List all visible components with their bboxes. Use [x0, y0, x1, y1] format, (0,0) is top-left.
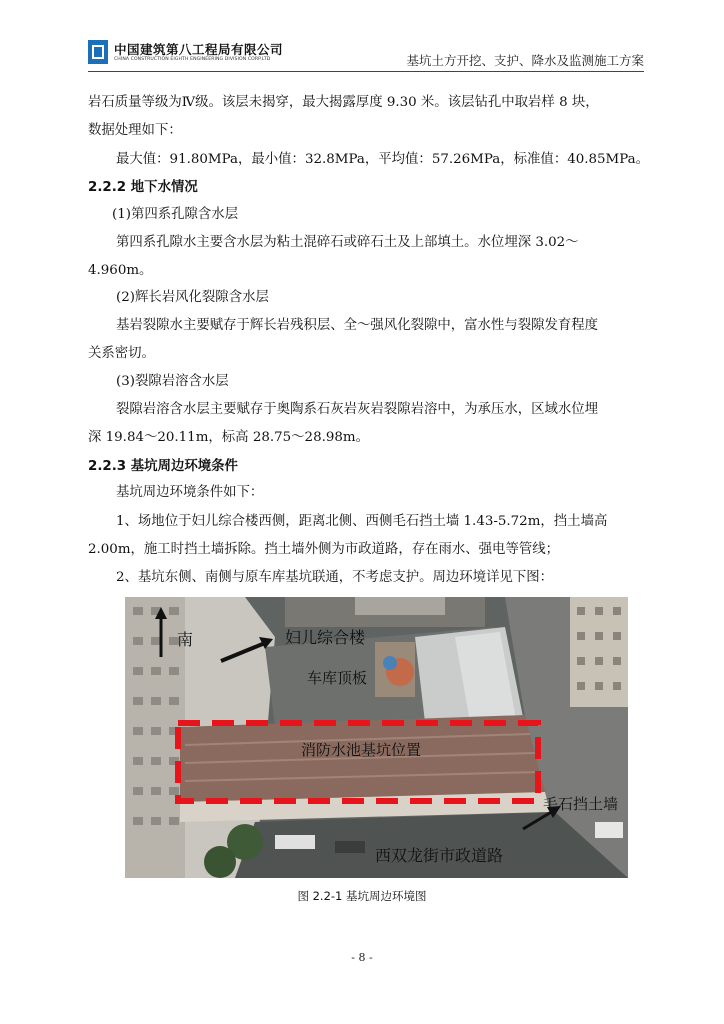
paragraph-line: 基坑周边环境条件如下： — [116, 485, 264, 500]
subheading: (1)第四系孔隙含水层 — [112, 207, 239, 222]
company-logo-icon — [88, 40, 108, 64]
company-name-en: CHINA CONSTRUCTION EIGHTH ENGINEERING DIVISION CORP.LTD — [114, 57, 271, 62]
label-building: 妇儿综合楼 — [285, 628, 366, 647]
paragraph-line: 裂隙岩溶含水层主要赋存于奥陶系石灰岩灰岩裂隙岩溶中，为承压水，区域水位埋 — [116, 402, 599, 417]
section-heading: 2.2.3 基坑周边环境条件 — [88, 459, 238, 474]
paragraph-line: 深 19.84～20.11m，标高 28.75～28.98m。 — [88, 430, 369, 445]
list-item: 1、场地位于妇儿综合楼西侧，距离北侧、西侧毛石挡土墙 1.43-5.72m，挡土墙高 — [116, 514, 608, 529]
label-south: 南 — [177, 630, 194, 649]
list-item: 2.00m，施工时挡土墙拆除。挡土墙外侧为市政道路，存在雨水、强电等管线； — [88, 542, 560, 557]
page-number: - 8 - — [351, 951, 373, 964]
page-header — [88, 36, 644, 70]
paragraph-line: 数据处理如下： — [88, 123, 182, 138]
section-heading: 2.2.2 地下水情况 — [88, 180, 198, 195]
paragraph-line: 基岩裂隙水主要赋存于辉长岩残积层、全～强风化裂隙中，富水性与裂隙发育程度 — [116, 318, 599, 333]
label-wall: 毛石挡土墙 — [543, 795, 619, 813]
list-item: 2、基坑东侧、南侧与原车库基坑联通，不考虑支护。周边环境详见下图： — [116, 570, 554, 585]
paragraph-line: 岩石质量等级为Ⅳ级。该层未揭穿，最大揭露厚度 9.30 米。该层钻孔中取岩样 8 块， — [88, 95, 599, 110]
subheading: (2)辉长岩风化裂隙含水层 — [116, 290, 269, 305]
paragraph-line: 第四系孔隙水主要含水层为粘土混碎石或碎石土及上部填土。水位埋深 3.02～ — [116, 235, 579, 250]
document-title: 基坑土方开挖、支护、降水及监测施工方案 — [406, 53, 644, 68]
stats-line: 最大值：91.80MPa，最小值：32.8MPa，平均值：57.26MPa，标准值：40.85MPa。 — [116, 152, 650, 167]
aerial-photo-illustration — [125, 597, 628, 878]
figure-caption: 图 2.2-1 基坑周边环境图 — [297, 889, 427, 903]
label-garage: 车库顶板 — [307, 669, 368, 687]
label-road: 西双龙街市政道路 — [375, 846, 504, 865]
paragraph-line: 4.960m。 — [88, 263, 153, 278]
label-pit: 消防水池基坑位置 — [301, 741, 422, 759]
site-aerial-photo — [125, 597, 628, 878]
company-name-cn: 中国建筑第八工程局有限公司 — [114, 42, 284, 57]
paragraph-line: 关系密切。 — [88, 346, 155, 361]
header-divider — [88, 71, 644, 72]
subheading: (3)裂隙岩溶含水层 — [116, 374, 229, 389]
